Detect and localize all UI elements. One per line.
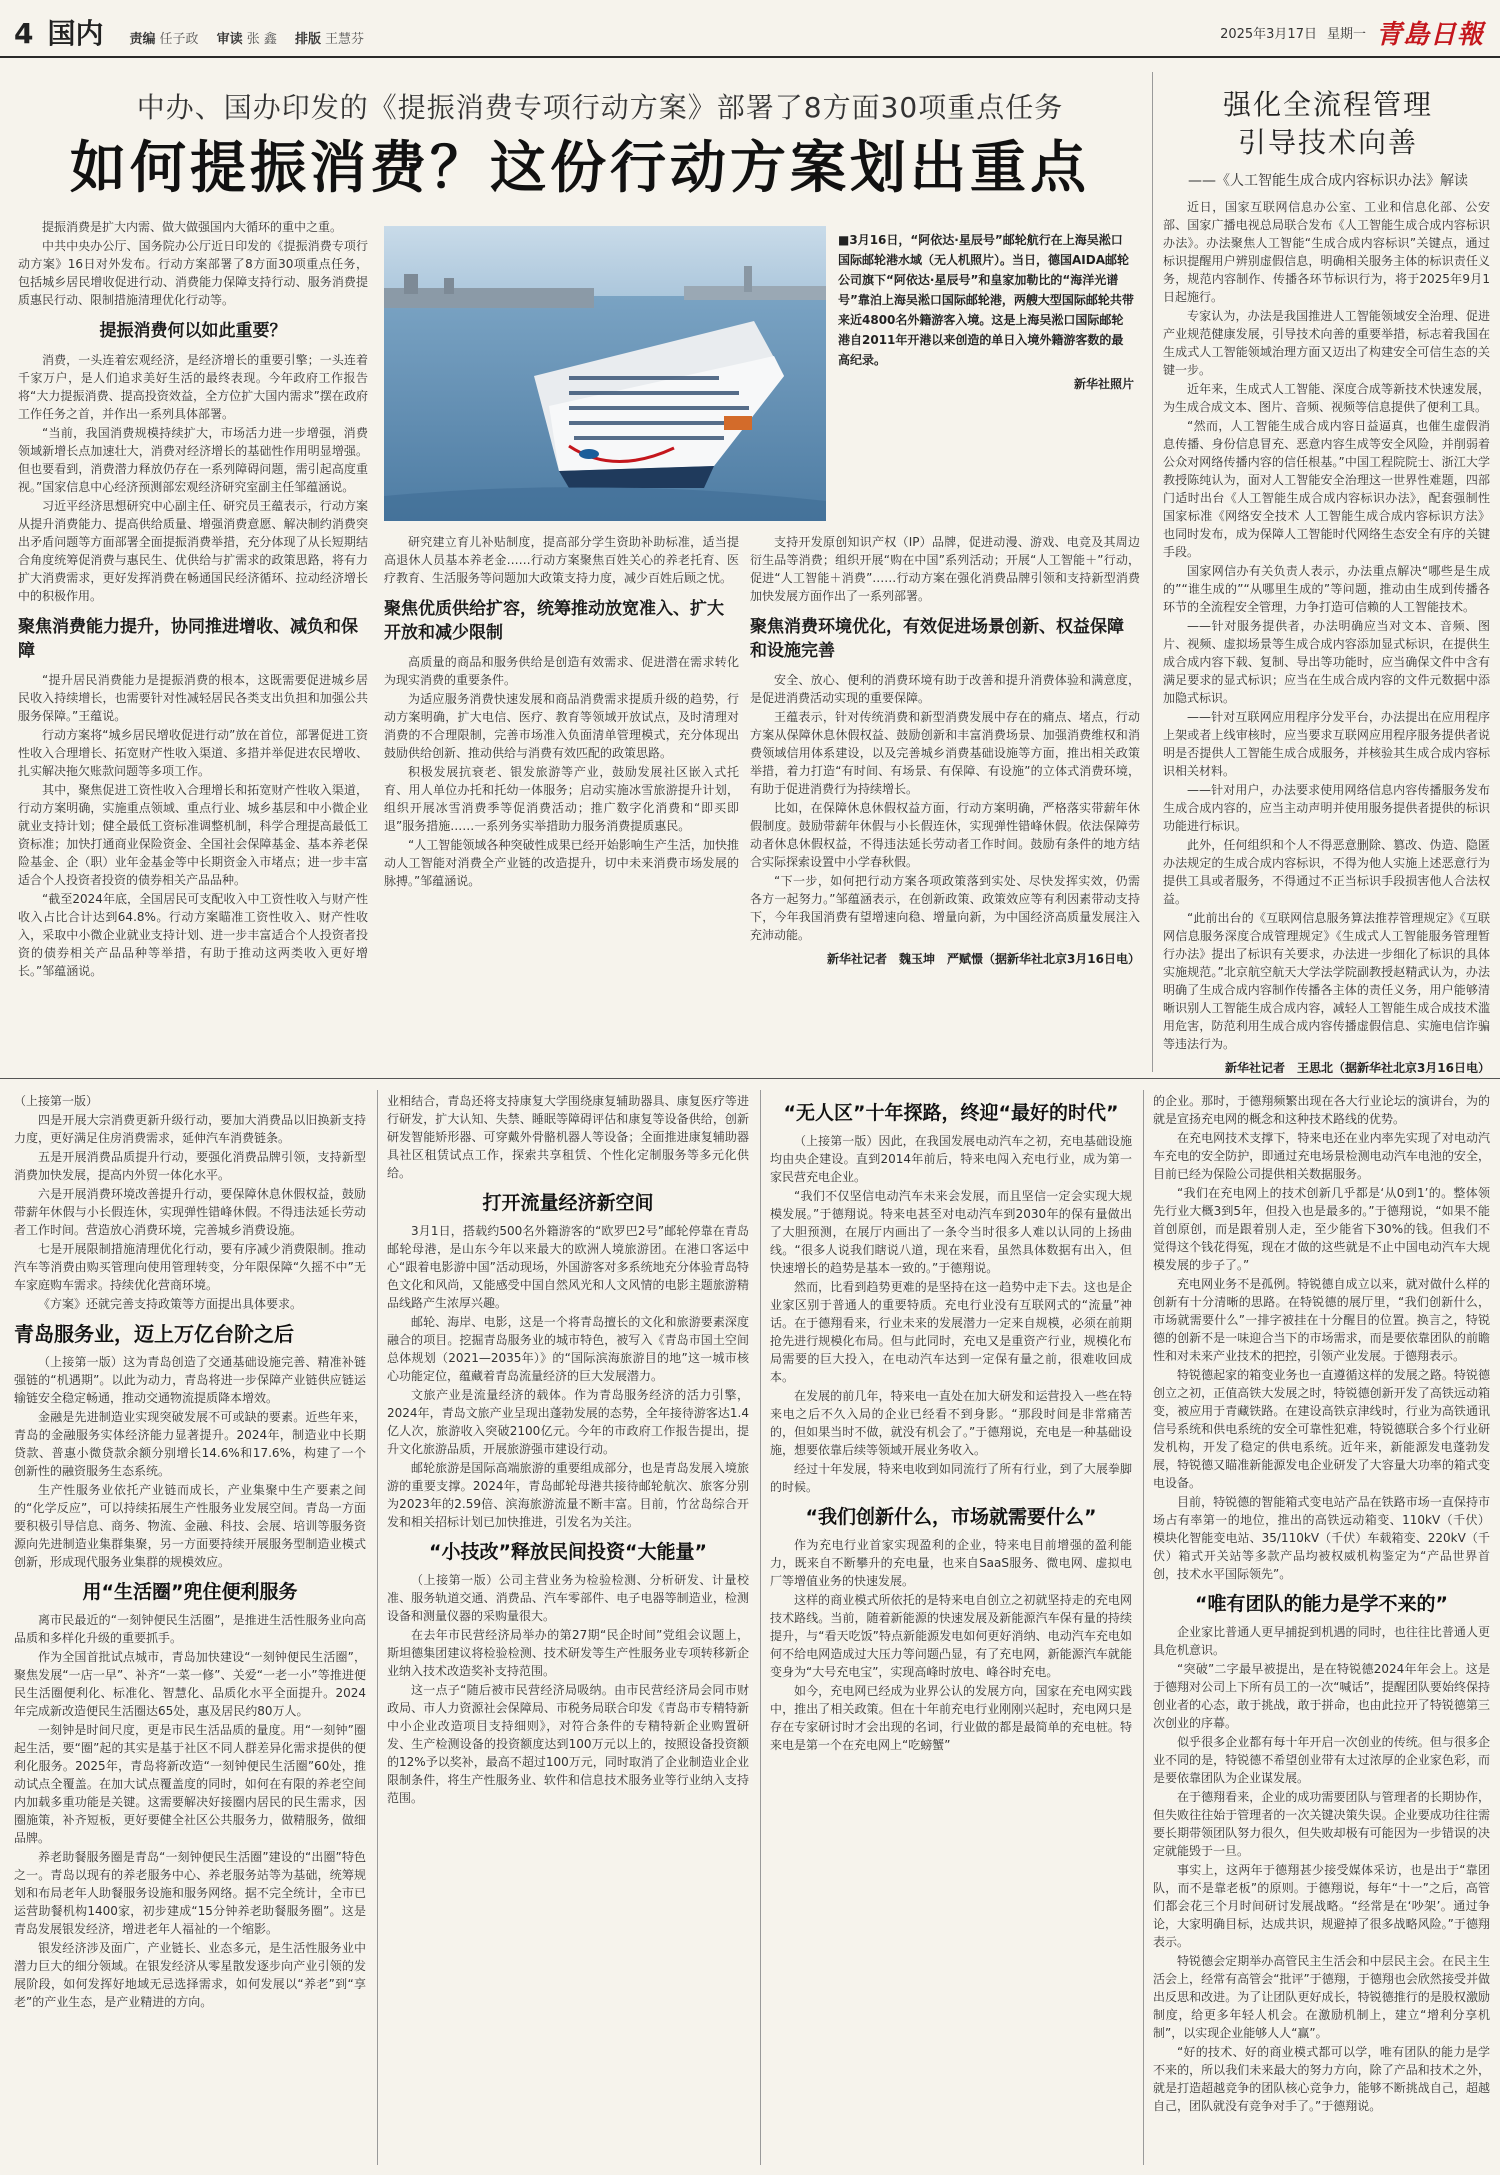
column-rule — [760, 1090, 761, 2165]
lower-paragraph: 3月1日，搭载约500名外籍游客的“欧罗巴2号”邮轮停靠在青岛邮轮母港，是山东今年以来最大的欧洲人境旅游团。在港口客运中心“跟着电影游中国”活动现场，外国游客对多系统地充分体验青岛特色文化和风尚，又能感受中国自然风光和人文风情的电影主题旅游精品线路产生浓厚兴趣。 — [387, 1224, 749, 1310]
column-rule — [377, 1090, 378, 2165]
credit-name: 张 鑫 — [246, 32, 277, 47]
lower-paragraph: 的企业。那时，于德翔频繁出现在各大行业论坛的演讲台，为的就是宣扬充电网的概念和这种技术路线的优势。 — [1153, 1094, 1490, 1126]
masthead-left — [14, 12, 378, 52]
lead-paragraph: 比如，在保障休息休假权益方面，行动方案明确，严格落实带薪年休假制度。鼓励带薪年休假与小长假连休，实现弹性错峰休假。依法保障劳动者休息休假权益，不得违法延长劳动者工作时间。鼓励有条件的地方结合实际探索设置中小学春秋假。 — [750, 801, 1140, 869]
section-divider — [0, 1078, 1500, 1079]
lead-paragraph: “人工智能领域各种突破性成果已经开始影响生产生活，加快推动人工智能对消费全产业链的改造提升，切中未来消费市场发展的脉搏。”邹蕴涵说。 — [384, 838, 739, 888]
lower-paragraph: 目前，特锐德的智能箱式变电站产品在铁路市场一直保持市场占有率第一的地位，推出的高铁远动箱变、110kV（千伏）模块化智能变电站、35/110kV（千伏）车载箱变、220kV（千伏）箱式开关站等多款产品均被权威机构鉴定为“产品世界首创，技术水平国际领先”。 — [1153, 1495, 1490, 1581]
issue-date: 2025年3月17日 — [1220, 27, 1317, 42]
newspaper-logo: 青島日報 — [1375, 20, 1484, 50]
lower-paragraph: “突破”二字最早被提出，是在特锐德2024年年会上。这是于德翔对公司上下所有员工的一次“喊话”，提醒团队要始终保持创业者的心态，敢于挑战，敢于拼命，也由此拉开了特锐德第三次创业的序幕。 — [1153, 1662, 1490, 1730]
lower-headline: “无人区”十年探路，终迎“最好的时代” — [783, 1102, 1119, 1124]
side-title-line-2: 引导技术向善 — [1237, 126, 1418, 159]
side-paragraph: 近日，国家互联网信息办公室、工业和信息化部、公安部、国家广播电视总局联合发布《人工智能生成合成内容标识办法》。办法聚焦人工智能“生成合成内容标识”关键点，通过标识提醒用户辨别虚假信息，明确相关服务主体的标识责任义务，规范内容制作、传播各环节标识行为，将于2025年9月1日起施行。 — [1163, 200, 1490, 304]
lead-paragraph: 安全、放心、便利的消费环境有助于改善和提升消费体验和满意度，是促进消费活动实现的重要保障。 — [750, 673, 1140, 705]
lower-column-1 — [14, 1092, 366, 2167]
lower-column-3 — [770, 1092, 1132, 2167]
lower-paragraph: “好的技术、好的商业模式都可以学，唯有团队的能力是学不来的，所以我们未来最大的努力方向，除了产品和技术之外，就是打造超越竞争的团队核心竞争力，能够不断挑战自己，超越自己，团队就没有竞争对手了。”于德翔说。 — [1153, 2045, 1490, 2113]
lower-paragraph: 这一点子“随后被市民营经济局吸纳。由市民营经济局会同市财政局、市人力资源社会保障局、市税务局联合印发《青岛市专精特新中小企业改造项目支持细则》，对符合条件的专精特新企业购置研发、生产检测设备的投资额度达到100万元以上的，按照设备投资额的12%予以奖补，最高不超过100万元，同时取消了企业制造业企业限制条件，将生产性服务业、软件和信息技术服务业等行业纳入支持范围。 — [387, 1683, 749, 1805]
side-paragraph: ——针对用户，办法要求使用网络信息内容传播服务发布生成合成内容的，应当主动声明并使用服务提供者提供的标识功能进行标识。 — [1163, 783, 1490, 833]
lower-paragraph: 养老助餐服务圈是青岛“一刻钟便民生活圈”建设的“出圈”特色之一。青岛以现有的养老服务中心、养老服务站等为基础，统筹规划和布局老年人助餐服务设施和服务网络。据不完全统计，全市已运营助餐机构1400家，初步建成“15分钟养老助餐服务圈”。这是青岛发展银发经济，增进老年人福祉的一个缩影。 — [14, 1850, 366, 1936]
lead-byline: 新华社记者 魏玉坤 严赋憬（据新华社北京3月16日电） — [826, 952, 1140, 966]
side-paragraph: 国家网信办有关负责人表示，办法重点解决“哪些是生成的”“谁生成的”“从哪里生成的”等问题，推动由生成到传播各环节的全流程安全管理，力争打造可信赖的人工智能技术。 — [1163, 564, 1490, 614]
lower-paragraph: 作为全国首批试点城市，青岛加快建设“一刻钟便民生活圈”，聚焦发展“一店一早”、补齐“一菜一修”、关爱“一老一小”等推进便民生活圈便利化、标准化、智慧化、品质化水平全面提升。2024年完成新改造便民生活圈达65处，惠及居民约80万人。 — [14, 1650, 366, 1718]
lower-headline: “小技改”释放民间投资“大能量” — [429, 1541, 707, 1563]
lower-paragraph: 在去年市民营经济局举办的第27期“民企时间”党组会议题上，斯坦德集团建议将检验检测、技术研发等生产性服务业专项转移新企业纳入技术改造奖补支持范围。 — [387, 1628, 749, 1678]
section-name: 国内 — [47, 17, 104, 50]
lower-column-4 — [1153, 1092, 1490, 2167]
lead-paragraph: 中共中央办公厅、国务院办公厅近日印发的《提振消费专项行动方案》16日对外发布。行动方案部署了8方面30项重点任务，包括城乡居民增收促进行动、消费能力保障支持行动、服务消费提质惠民行动、限制措施清理优化行动等。 — [18, 239, 368, 307]
lower-paragraph: 邮轮旅游是国际高端旅游的重要组成部分，也是青岛发展入境旅游的重要支撑。2024年，青岛邮轮母港共接待邮轮航次、旅客分别为2023年的2.59倍、滨海旅游流量不断丰富。目前，竹岔岛综合开发和相关招标计划已加快推进，引发名为关注。 — [387, 1461, 749, 1529]
issue-weekday: 星期一 — [1326, 27, 1366, 42]
lower-headline: “唯有团队的能力是学不来的” — [1195, 1593, 1448, 1615]
lower-paragraph: 作为充电行业首家实现盈利的企业，特来电目前增强的盈利能力，既来自不断攀升的充电量，也来自SaaS服务、微电网、虚拟电厂等增值业务的快速发展。 — [770, 1538, 1132, 1588]
photo-credit: 新华社照片 — [1073, 377, 1134, 391]
lower-paragraph: “我们在充电网上的技术创新几乎都是‘从0到1’的。整体领先行业大概3到5年，但投入也是最多的。”于德翔说，“如果不能首创原创，而是跟着别人走，至少能省下30%的钱。但我们不觉得这个钱花得冤，现在才做的这些就是不止中国电动汽车大规模发展的步子了。” — [1153, 1186, 1490, 1272]
lower-column-2 — [387, 1092, 749, 2167]
column-rule — [1143, 1090, 1144, 2165]
lead-kicker: 中办、国办印发的《提振消费专项行动方案》部署了8方面30项重点任务 — [136, 91, 1064, 124]
lower-paragraph: “我们不仅坚信电动汽车未来会发展，而且坚信一定会实现大规模发展。”于德翔说。特来电甚至对电动汽车到2030年的保有量做出了大胆预测，在展厅内画出了一条令当时很多人难以认同的上扬曲线。“很多人说我们瞎说八道，现在来看，虽然具体数据有出入，但快速增长的趋势是基本一致的。”于德翔说。 — [770, 1189, 1132, 1275]
credit-role: 审读 — [216, 32, 243, 47]
lower-paragraph: 在于德翔看来，企业的成功需要团队与管理者的长期协作，但失败往往始于管理者的一次关键决策失误。企业要成功往往需要长期带领团队努力很久，但失败却极有可能因为一步错误的决定就能毁于一旦。 — [1153, 1790, 1490, 1858]
photo-caption — [838, 230, 1134, 394]
lead-column-2 — [384, 533, 739, 1073]
lower-paragraph: 在发展的前几年，特来电一直处在加大研发和运营投入一些在特来电之后不久入局的企业已经看不到身影。“那段时间是非常痛苦的，但如果当时不做，就没有机会了。”于德翔说，充电是一种基础设施，想要依靠后续等领域开展业务收入。 — [770, 1389, 1132, 1457]
lead-subheading: 聚焦优质供给扩容，统筹推动放宽准入、扩大开放和减少限制 — [384, 599, 724, 643]
cruise-ship-photo — [384, 226, 826, 521]
lead-subheading: 聚焦消费能力提升，协同推进增收、减负和保障 — [18, 617, 358, 661]
credit-name: 任子政 — [159, 32, 199, 47]
lead-paragraph: 王蕴表示，针对传统消费和新型消费发展中存在的痛点、堵点，行动方案从保障休息休假权益、鼓励创新和丰富消费场景、加强消费维权和消费领域信用体系建设，以及完善城乡消费基础设施等方面，推出相关政策举措，着力打造“有时间、有场景、有保障、有设施”的立体式消费环境，有助于促进消费行为持续增长。 — [750, 710, 1140, 796]
lead-paragraph: 研究建立育儿补贴制度，提高部分学生资助补助标准，适当提高退休人员基本养老金……行动方案聚焦百姓关心的养老托育、医疗教育、生活服务等问题加大政策支持力度，减少百姓后顾之忧。 — [384, 535, 739, 585]
side-paragraph: ——针对服务提供者，办法明确应当对文本、音频、图片、视频、虚拟场景等生成合成内容添加显式标识，在提供生成合成内容下载、复制、导出等功能时，应当确保文件中含有满足要求的显式标识；应当在生成合成内容的文件元数据中添加隐式标识。 — [1163, 619, 1490, 705]
lead-paragraph: “截至2024年底，全国居民可支配收入中工资性收入与财产性收入占比合计达到64.8%。行动方案瞄准工资性收入、财产性收入，采取中小微企业就业支持计划、进一步丰富适合个人投资者投资的债券相关产品品种等举措，有助于推动这两类收入更好增长。”邹蕴涵说。 — [18, 892, 368, 978]
side-story-subtitle: ——《人工智能生成合成内容标识办法》解读 — [1188, 173, 1468, 189]
lead-paragraph: 高质量的商品和服务供给是创造有效需求、促进潜在需求转化为现实消费的重要条件。 — [384, 655, 739, 687]
side-byline: 新华社记者 王思北（据新华社北京3月16日电） — [1224, 1061, 1490, 1073]
lower-paragraph: 五是开展消费品质提升行动，要强化消费品牌引领，支持新型消费加快发展，提高内外贸一体化水平。 — [14, 1150, 366, 1182]
lower-paragraph: 这样的商业模式所依托的是特来电自创立之初就坚持走的充电网技术路线。当前，随着新能源的快速发展及新能源汽车保有量的持续提升，与“看天吃饭”特点新能源发电如何更好消纳、电动汽车充电如何不给电网造成过大压力等问题凸显，有了充电网，新能源汽车就能变身为“大号充电宝”，实现高峰时放电、峰谷时充电。 — [770, 1593, 1132, 1679]
side-paragraph: 近年来，生成式人工智能、深度合成等新技术快速发展，为生成合成文本、图片、音频、视频等信息提供了便利工具。 — [1163, 382, 1490, 414]
lead-paragraph: 其中，聚焦促进工资性收入合理增长和拓宽财产性收入渠道，行动方案明确，实施重点领域、重点行业、城乡基层和中小微企业就业支持计划；健全最低工资标准调整机制，科学合理提高最低工资标准；加快打通商业保险资金、全国社会保障基金、基本养老保险基金、企（职）业年金基金等中长期资金入市堵点；进一步丰富适合个人投资者投资的债券相关产品品种。 — [18, 783, 368, 887]
lead-paragraph: 积极发展抗衰老、银发旅游等产业，鼓励发展社区嵌入式托育、用人单位办托和托幼一体服务；启动实施冰雪旅游提升计划，组织开展冰雪消费季等促消费活动；推广数字化消费和“即买即退”服务措施……一系列务实举措助力服务消费提质惠民。 — [384, 765, 739, 833]
continuation-marker: （上接第一版） — [14, 1094, 99, 1108]
lower-paragraph: 经过十年发展，特来电收到如同流行了所有行业，到了大展拳脚的时候。 — [770, 1462, 1132, 1494]
lower-paragraph: 银发经济涉及面广，产业链长、业态多元，是生活性服务业中潜力巨大的细分领域。在银发经济从零星散发逐步向产业引领的发展阶段，如何发挥好地域无忌选择需求，如何发展以“养老”到“享老”的产业生态，是产业精进的方向。 — [14, 1941, 366, 2009]
lower-paragraph: 生产性服务业依托产业链而成长，产业集聚中生产要素之间的“化学反应”，可以持续拓展生产性服务业发展空间。青岛一方面要积极引导信息、商务、物流、金融、科技、会展、培训等服务资源向先进制造业集群集聚，另一方面要持续开展服务型制造业模式创新，形成现代服务业集群的规模效应。 — [14, 1483, 366, 1569]
lower-paragraph: 一刻钟是时间尺度，更是市民生活品质的量度。用“一刻钟”圈起生活，要“圈”起的其实是基于社区不同人群差异化需求提供的便利化服务。2025年，青岛将新改造“一刻钟便民生活圈”60处，推动试点全覆盖。在加大试点覆盖度的同时，如何在有限的养老空间内加载多重功能是关键。这需要解决好接圈内居民的民生需求，因圈施策，补齐短板，更好要健全社区公共服务力，做精服务，做细品牌。 — [14, 1723, 366, 1845]
side-paragraph: 专家认为，办法是我国推进人工智能领域安全治理、促进产业规范健康发展，引导技术向善的重要举措，标志着我国在生成式人工智能领域治理方面又迈出了构建安全可信生态的关键一步。 — [1163, 309, 1490, 377]
side-paragraph: ——针对互联网应用程序分发平台，办法提出在应用程序上架或者上线审核时，应当要求互联网应用程序服务提供者说明是否提供人工智能生成合成服务，并核验其生成合成内容标识相关材料。 — [1163, 710, 1490, 778]
page-number: 4 — [14, 17, 34, 50]
side-story-title — [1168, 86, 1488, 162]
side-paragraph: 此外，任何组织和个人不得恶意删除、篡改、伪造、隐匿办法规定的生成合成内容标识，不得为他人实施上述恶意行为提供工具或者服务，不得通过不正当标识手段损害他人合法权益。 — [1163, 838, 1490, 906]
credit-name: 王慧芬 — [324, 32, 364, 47]
lead-paragraph: 消费，一头连着宏观经济，是经济增长的重要引擎；一头连着千家万户，是人们追求美好生活的最终表现。今年政府工作报告将“大力提振消费、提高投资效益，全方位扩大国内需求”摆在政府工作任务之首，并作出一系列具体部署。 — [18, 353, 368, 421]
lower-headline: 用“生活圈”兜住便利服务 — [82, 1581, 298, 1603]
credit-role: 责编 — [129, 32, 156, 47]
lead-paragraph: “提升居民消费能力是提振消费的根本，这既需要促进城乡居民收入持续增长，也需要针对性减轻居民各类支出负担和加强公共服务保障。”王蕴说。 — [18, 673, 368, 723]
lower-paragraph: 金融是先进制造业实现突破发展不可或缺的要素。近些年来，青岛的金融服务实体经济能力显著提升。2024年，制造业中长期贷款、普惠小微贷款余额分别增长14.6%和17.6%，构建了一个创新性的融资服务生态系统。 — [14, 1410, 366, 1478]
lower-headline: “我们创新什么，市场就需要什么” — [805, 1506, 1097, 1528]
masthead-right — [1220, 14, 1484, 51]
lower-paragraph: 企业家比普通人更早捕捉到机遇的同时，也往往比普通人更具危机意识。 — [1153, 1625, 1490, 1657]
side-paragraph: “然而，人工智能生成合成内容日益逼真，也催生虚假消息传播、身份信息冒充、恶意内容生成等安全风险，并削弱着公众对网络传播内容的信任根基。”中国工程院院士、浙江大学教授陈纯认为，面对人工智能安全治理这一世界性难题，四部门适时出台《人工智能生成合成内容标识办法》，配套强制性国家标准《网络安全技术 人工智能生成合成内容标识方法》也同时发布，成为保障人工智能时代网络生态安全有序的关键手段。 — [1163, 419, 1490, 559]
side-paragraph: “此前出台的《互联网信息服务算法推荐管理规定》《互联网信息服务深度合成管理规定》《生成式人工智能服务管理暂行办法》提出了标识有关要求，办法进一步细化了标识的具体实施规范。”北京航空航天大学法学院副教授赵精武认为，办法明确了生成合成内容制作传播各主体的责任义务，用户能够清晰识别人工智能生成合成内容，减轻人工智能生成合成技术滥用危害，防范利用生成合成内容传播虚假信息、实施电信诈骗等违法行为。 — [1163, 911, 1490, 1051]
lower-paragraph: （上接第一版）因此，在我国发展电动汽车之初，充电基础设施均由央企建设。直到2014年前后，特来电闯入充电行业，成为第一家民营充电企业。 — [770, 1134, 1132, 1184]
lead-column-1 — [18, 218, 368, 1073]
column-rule — [1152, 72, 1153, 1072]
lead-paragraph: 提振消费是扩大内需、做大做强国内大循环的重中之重。 — [42, 220, 343, 234]
lead-paragraph: 行动方案将“城乡居民增收促进行动”放在首位，部署促进工资性收入合理增长、拓宽财产性收入渠道、多措并举促进农民增收、扎实解决拖欠账款问题等多项工作。 — [18, 728, 368, 778]
lower-paragraph: 业相结合，青岛还将支持康复大学围绕康复辅助器具、康复医疗等进行研发，扩大认知、失禁、睡眠等障碍评估和康复等设备供给，创新研发智能矫形器、可穿戴外骨骼机器人等设备；全面推进康复辅助器具社区租赁试点工作，探索共享租赁、个性化定制服务等多元化供给。 — [387, 1094, 749, 1180]
lower-paragraph: 充电网业务不是孤例。特锐德自成立以来，就对做什么样的创新有十分清晰的思路。在特锐德的展厅里，“我们创新什么，市场就需要什么”一排字被挂在十分醒目的位置。换言之，特锐德的创新不是一味迎合当下的市场需求，而是要依靠团队的前瞻性和对未来产业技术的把控，引领产业发展。于德翔表示。 — [1153, 1277, 1490, 1363]
lead-paragraph: 支持开发原创知识产权（IP）品牌，促进动漫、游戏、电竞及其周边衍生品等消费；组织开展“购在中国”系列活动；开展“人工智能＋”行动，促进“人工智能＋消费”……行动方案在强化消费品牌引领和支持新型消费加快发展方面作出了一系列部署。 — [750, 535, 1140, 603]
lower-paragraph: 如今，充电网已经成为业界公认的发展方向，国家在充电网实践中，推出了相关政策。但在十年前充电行业刚刚兴起时，充电网只是存在专家研讨时才会出现的名词，行业做的都是最简单的充电桩。特来电是第一个在充电网上“吃螃蟹” — [770, 1684, 1132, 1752]
lead-paragraph: 为适应服务消费快速发展和商品消费需求提质升级的趋势，行动方案明确，扩大电信、医疗、教育等领域开放试点，及时清理对消费的不合理限制，完善市场准入负面清单管理模式，充分体现出鼓励供给创新、推动供给与消费有效匹配的政策思路。 — [384, 692, 739, 760]
lead-headline: 如何提振消费？这份行动方案划出重点 — [70, 135, 1090, 201]
lower-paragraph: 邮轮、海岸、电影，这是一个将青岛擅长的文化和旅游要素深度融合的项目。挖掘青岛服务业的城市特色，被写入《青岛市国土空间总体规划（2021—2035年）》的“国际滨海旅游目的地”这一城市核心功能定位，蕴藏着青岛流量经济的巨大发展潜力。 — [387, 1315, 749, 1383]
lower-headline: 青岛服务业，迈上万亿台阶之后 — [14, 1322, 294, 1346]
lower-paragraph: 在充电网技术支撑下，特来电还在业内率先实现了对电动汽车充电的安全防护，即通过充电场景检测电动汽车电池的安全，目前已经为保险公司提供相关数据服务。 — [1153, 1131, 1490, 1181]
lower-paragraph: 六是开展消费环境改善提升行动，要保障休息休假权益，鼓励带薪年休假与小长假连休，实现弹性错峰休假。不得违法延长劳动者工作时间。营造放心消费环境，完善城乡消费设施。 — [14, 1187, 366, 1237]
side-title-line-1: 强化全流程管理 — [1222, 88, 1433, 121]
lead-paragraph: “下一步，如何把行动方案各项政策落到实处、尽快发挥实效，仍需各方一起努力。”邹蕴涵表示，在创新政策、政策效应等有利因素带动支持下，今年我国消费有望增速向稳、增量向新，为中国经济高质量发展注入充沛动能。 — [750, 874, 1140, 942]
lead-subheading: 提振消费何以如此重要？ — [99, 321, 287, 341]
lead-subheading: 聚焦消费环境优化，有效促进场景创新、权益保障和设施完善 — [750, 617, 1124, 661]
lower-paragraph: 离市民最近的“一刻钟便民生活圈”，是推进生活性服务业向高品质和多样化升级的重要抓手。 — [14, 1613, 366, 1645]
lead-paragraph: 习近平经济思想研究中心副主任、研究员王蕴表示，行动方案从提升消费能力、提高供给质量、增强消费意愿、解决制约消费突出矛盾问题等方面部署全面提振消费举措，充分体现了从长短期结合角度统筹促消费与惠民生、优供给与扩需求的政策思路，将有力扩大消费需求，更好发挥消费在畅通国民经济循环、拉动经济增长中的积极作用。 — [18, 499, 368, 603]
lower-paragraph: 七是开展限制措施清理优化行动，要有序减少消费限制。推动汽车等消费由购买管理向使用管理转变，分年限保障“久摇不中”无车家庭购车需求。持续优化营商环境。 — [14, 1242, 366, 1292]
lower-paragraph: 然而，比看到趋势更难的是坚持在这一趋势中走下去。这也是企业家区别于普通人的重要特质。充电行业没有互联网式的“流量”神话。在于德翔看来，行业未来的发展潜力一定来自规模，必须在前期抢先进行规模化布局。但与此同时，充电又是重资产行业，规模化布局需要的巨大投入，在电动汽车达到一定保有量之前，很难收回成本。 — [770, 1280, 1132, 1384]
lower-paragraph: 特锐德会定期举办高管民主生活会和中层民主会。在民主生活会上，经常有高管会“批评”于德翔，于德翔也会欣然接受并做出反思和改进。为了让团队更好成长，特锐德推行的是股权激励制度，给更多年轻人机会。在激励机制上，建立“增利分享机制”，以实现企业能够人人“赢”。 — [1153, 1954, 1490, 2040]
credit-role: 排版 — [294, 32, 321, 47]
lower-paragraph: 《方案》还就完善支持政策等方面提出具体要求。 — [38, 1297, 303, 1311]
masthead — [0, 0, 1500, 58]
lower-paragraph: （上接第一版）公司主营业务为检验检测、分析研发、计量校准、服务轨道交通、消费品、汽车零部件、电子电器等制造业，检测设备和测量仪器的采购量很大。 — [387, 1573, 749, 1623]
lower-paragraph: 似乎很多企业都有每十年开启一次创业的传统。但与很多企业不同的是，特锐德不希望创业带有太过浓厚的企业家色彩，而是要依靠团队为企业谋发展。 — [1153, 1735, 1490, 1785]
lead-column-3 — [750, 533, 1140, 1073]
caption-text: ■3月16日，“阿依达·星辰号”邮轮航行在上海吴淞口国际邮轮港水域（无人机照片）。当日，德国AIDA邮轮公司旗下“阿依达·星辰号”和皇家加勒比的“海洋光谱号”靠泊上海吴淞口国际邮轮港，两艘大型国际邮轮共带来近4800名外籍游客入境。这是上海吴淞口国际邮轮港自2011年开港以来创造的单日入境外籍游客数的最高纪录。 — [838, 233, 1134, 367]
side-story-body — [1163, 198, 1490, 1073]
lower-paragraph: （上接第一版）这为青岛创造了交通基础设施完善、精准补链强链的“机遇期”。以此为动力，青岛将进一步保障产业链供应链运输链安全稳定畅通，推动交通物流提质降本增效。 — [14, 1355, 366, 1405]
lower-paragraph: 特锐德起家的箱变业务也一直遵循这样的发展之路。特锐德创立之初，正值高铁大发展之时，特锐德创新开发了高铁远动箱变，被应用于青藏铁路。在建设高铁京津线时，行业为高铁通讯信号系统和供电系统的安全可靠性犯难，特锐德联合多个行业研发机构，开发了稳定的供电系统。近年来，新能源发电蓬勃发展，特锐德又瞄准新能源发电企业研发了大容量大功率的箱式变电设备。 — [1153, 1368, 1490, 1490]
editor-credits — [130, 28, 379, 47]
lower-paragraph: 事实上，这两年于德翔甚少接受媒体采访，也是出于“靠团队，而不是靠老板”的原则。于德翔说，每年“十一”之后，高管们都会花三个月时间研讨发展战略。“经常是在‘吵架’。通过争论，大家明确目标，达成共识，规避掉了很多战略风险。”于德翔表示。 — [1153, 1863, 1490, 1949]
lower-paragraph: 四是开展大宗消费更新升级行动，要加大消费品以旧换新支持力度，更好满足住房消费需求，延伸汽车消费链条。 — [14, 1113, 366, 1145]
lower-headline: 打开流量经济新空间 — [482, 1192, 654, 1214]
lower-paragraph: 文旅产业是流量经济的载体。作为青岛服务经济的活力引擎，2024年，青岛文旅产业呈现出蓬勃发展的态势，全年接待游客达1.4亿人次，旅游收入突破2100亿元。今年的市政府工作报告提出，提升文化旅游品质，开展旅游强市建设行动。 — [387, 1388, 749, 1456]
lead-paragraph: “当前，我国消费规模持续扩大，市场活力进一步增强，消费领域新增长点加速壮大，消费对经济增长的基础性作用明显增强。但也要看到，消费潜力释放仍存在一系列障碍问题，需引起高度重视。”国家信息中心经济预测部宏观经济研究室副主任邹蕴涵说。 — [18, 426, 368, 494]
photo-illustration — [384, 226, 826, 521]
